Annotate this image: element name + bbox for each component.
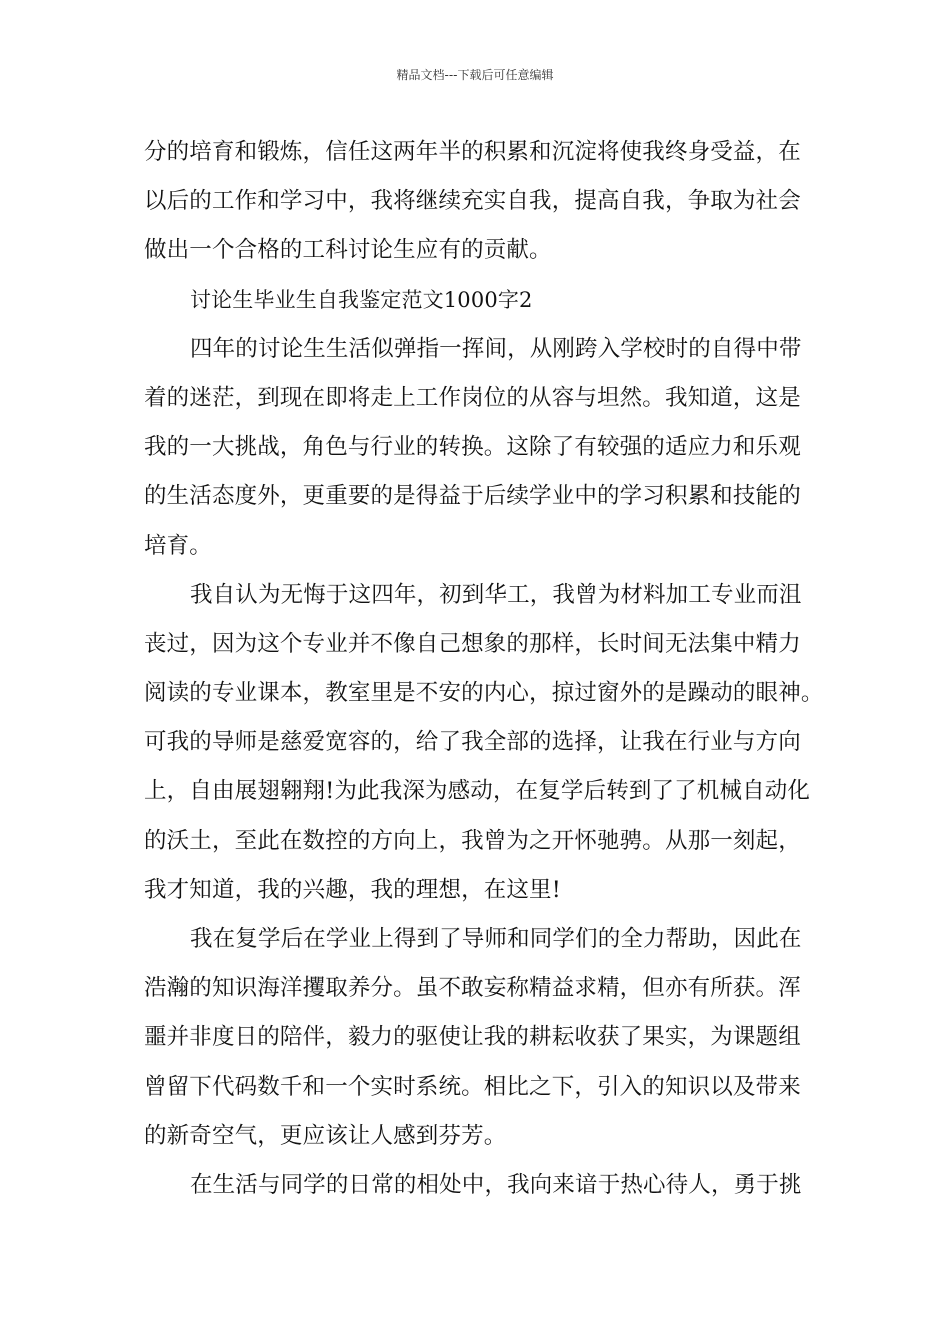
text-line: 阅读的专业课本，教室里是不安的内心，掠过窗外的是躁动的眼神。 bbox=[144, 680, 824, 707]
text-line: 我才知道，我的兴趣，我的理想，在这里! bbox=[144, 876, 561, 903]
text-line: 培育。 bbox=[144, 532, 212, 559]
text-line: 四年的讨论生生活似弹指一挥间，从刚跨入学校时的自得中带 bbox=[190, 335, 802, 362]
text-line: 丧过，因为这个专业并不像自己想象的那样，长时间无法集中精力 bbox=[144, 630, 801, 657]
text-line: 以后的工作和学习中，我将继续充实自我，提高自我，争取为社会 bbox=[144, 188, 801, 215]
text-line: 我自认为无悔于这四年，初到华工，我曾为材料加工专业而沮 bbox=[190, 581, 802, 608]
text-line: 浩瀚的知识海洋攫取养分。虽不敢妄称精益求精，但亦有所获。浑 bbox=[144, 975, 801, 1002]
text-line: 噩并非度日的陪伴，毅力的驱使让我的耕耘收获了果实，为课题组 bbox=[144, 1024, 801, 1051]
text-line: 曾留下代码数千和一个实时系统。相比之下，引入的知识以及带来 bbox=[144, 1073, 801, 1100]
text-line: 可我的导师是慈爱宽容的，给了我全部的选择，让我在行业与方向 bbox=[144, 729, 801, 756]
text-line: 我的一大挑战，角色与行业的转换。这除了有较强的适应力和乐观 bbox=[144, 434, 801, 461]
text-line: 上，自由展翅翱翔!为此我深为感动，在复学后转到了了机械自动化 bbox=[144, 778, 811, 805]
text-line: 分的培育和锻炼，信任这两年半的积累和沉淀将使我终身受益，在 bbox=[144, 139, 801, 165]
text-line: 的新奇空气，更应该让人感到芬芳。 bbox=[144, 1122, 507, 1149]
text-line: 在生活与同学的日常的相处中，我向来谙于热心待人，勇于挑 bbox=[190, 1171, 802, 1198]
page-header: 精品文档---下载后可任意编辑 bbox=[396, 68, 554, 82]
text-line: 的生活态度外，更重要的是得益于后续学业中的学习积累和技能的 bbox=[144, 483, 801, 510]
document-body bbox=[144, 132, 824, 1214]
text-line: 着的迷茫，到现在即将走上工作岗位的从容与坦然。我知道，这是 bbox=[144, 384, 801, 411]
section-title: 讨论生毕业生自我鉴定范文1000字2 bbox=[190, 287, 533, 312]
text-line: 做出一个合格的工科讨论生应有的贡献。 bbox=[144, 237, 552, 264]
text-line: 的沃土，至此在数控的方向上，我曾为之开怀驰骋。从那一刻起， bbox=[144, 827, 801, 854]
text-line: 我在复学后在学业上得到了导师和同学们的全力帮助，因此在 bbox=[190, 926, 802, 952]
